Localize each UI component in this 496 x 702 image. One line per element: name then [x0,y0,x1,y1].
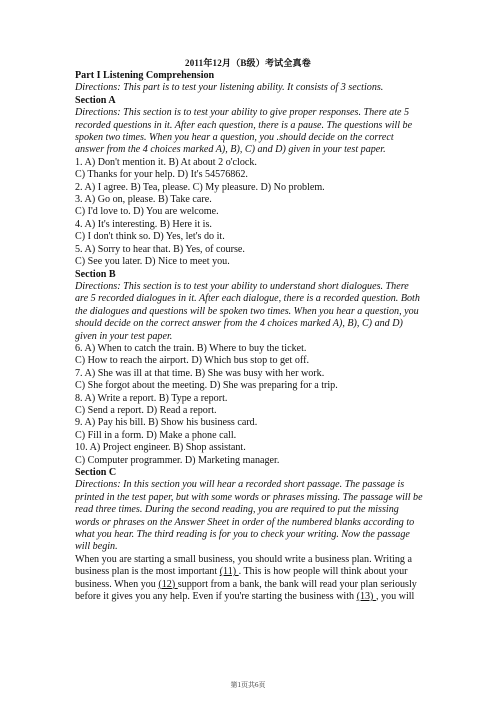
page-footer: 第1页共6页 [230,681,266,689]
blank-11: (11) [219,566,239,578]
question-line: 10. A) Project engineer. B) Shop assistant. [75,442,246,454]
section-b-heading: Section B [75,268,116,280]
passage-text: . This is how people will think about your business. When you [75,566,408,590]
section-b-directions: Directions: This section is to test your ability to understand short dialogues. There are 5 recorded dialogues in it. After each dialogue, there is a recorded question. Both the dialogues and questions will be spoken two times. When you hear a question, you should decide on the correct answer from the 4 choices marked A), B), C) and D) given in your test paper. [75,280,420,342]
blank-12: (12) [158,578,178,590]
question-line: 6. A) When to catch the train. B) Where to buy the ticket. [75,342,307,354]
section-a-directions: Directions: This section is to test your ability to give proper responses. There ate 5 recorded questions in it. After each question, there is a pause. The questions will be spoken two times. When you hear a question, you .should decide on the correct answer from the 4 choices marked A), B), C) and D) given in your test paper. [75,107,413,156]
page-title: 2011年12月（B级）考试全真卷 [185,58,311,68]
passage-paragraph [75,554,423,604]
question-line: C) How to reach the airport. D) Which bus stop to get off. [75,355,309,367]
question-line: 7. A) She was ill at that time. B) She was busy with her work. [75,367,325,379]
part1-directions: Directions: This part is to test your listening ability. It consists of 3 sections. [75,82,384,94]
question-line: 1. A) Don't mention it. B) At about 2 o'clock. [75,156,257,168]
question-line: C) Fill in a form. D) Make a phone call. [75,429,237,441]
question-line: C) See you later. D) Nice to meet you. [75,256,230,268]
question-line: C) She forgot about the meeting. D) She was preparing for a trip. [75,380,338,392]
question-line: C) I'd love to. D) You are welcome. [75,206,219,218]
part1-heading: Part I Listening Comprehension [75,70,215,81]
passage-text: support from a bank, the bank will read your plan seriously before it gives you any help. Even if you're starting the business with [75,578,417,603]
question-line: C) Computer programmer. D) Marketing manager. [75,454,280,466]
question-line: 3. A) Go on, please. B) Take care. [75,194,212,206]
question-line: 8. A) Write a report. B) Type a report. [75,392,228,404]
passage-text: When you are starting a small business, you should write a business plan. Writing a business plan is the most important [75,553,412,578]
question-line: 5. A) Sorry to hear that. B) Yes, of course. [75,243,245,255]
section-c-heading: Section C [75,467,117,478]
question-line: 2. A) I agree. B) Tea, please. C) My pleasure. D) No problem. [75,181,325,193]
question-line: 9. A) Pay his bill. B) Show his business card. [75,417,258,429]
passage-text: , you will [375,591,415,603]
question-line: C) I don't think so. D) Yes, let's do it. [75,231,225,243]
section-a-heading: Section A [75,94,116,106]
question-line: 4. A) It's interesting. B) Here it is. [75,218,212,230]
document-body [75,70,423,603]
question-line: C) Send a report. D) Read a report. [75,404,217,416]
section-c-directions: Directions: In this section you will hear a recorded short passage. The passage is printed in the test paper, but with some words or phrases missing. The passage will be read three times. During the second reading, you are required to put the missing words or phrases on the Answer Sheet in order of the numbered blanks according to what you hear. The third reading is for you to check your writing. Now the passage will begin. [75,479,423,553]
question-line: C) Thanks for your help. D) It's 54576862. [75,169,248,181]
blank-13: (13) [356,591,376,603]
